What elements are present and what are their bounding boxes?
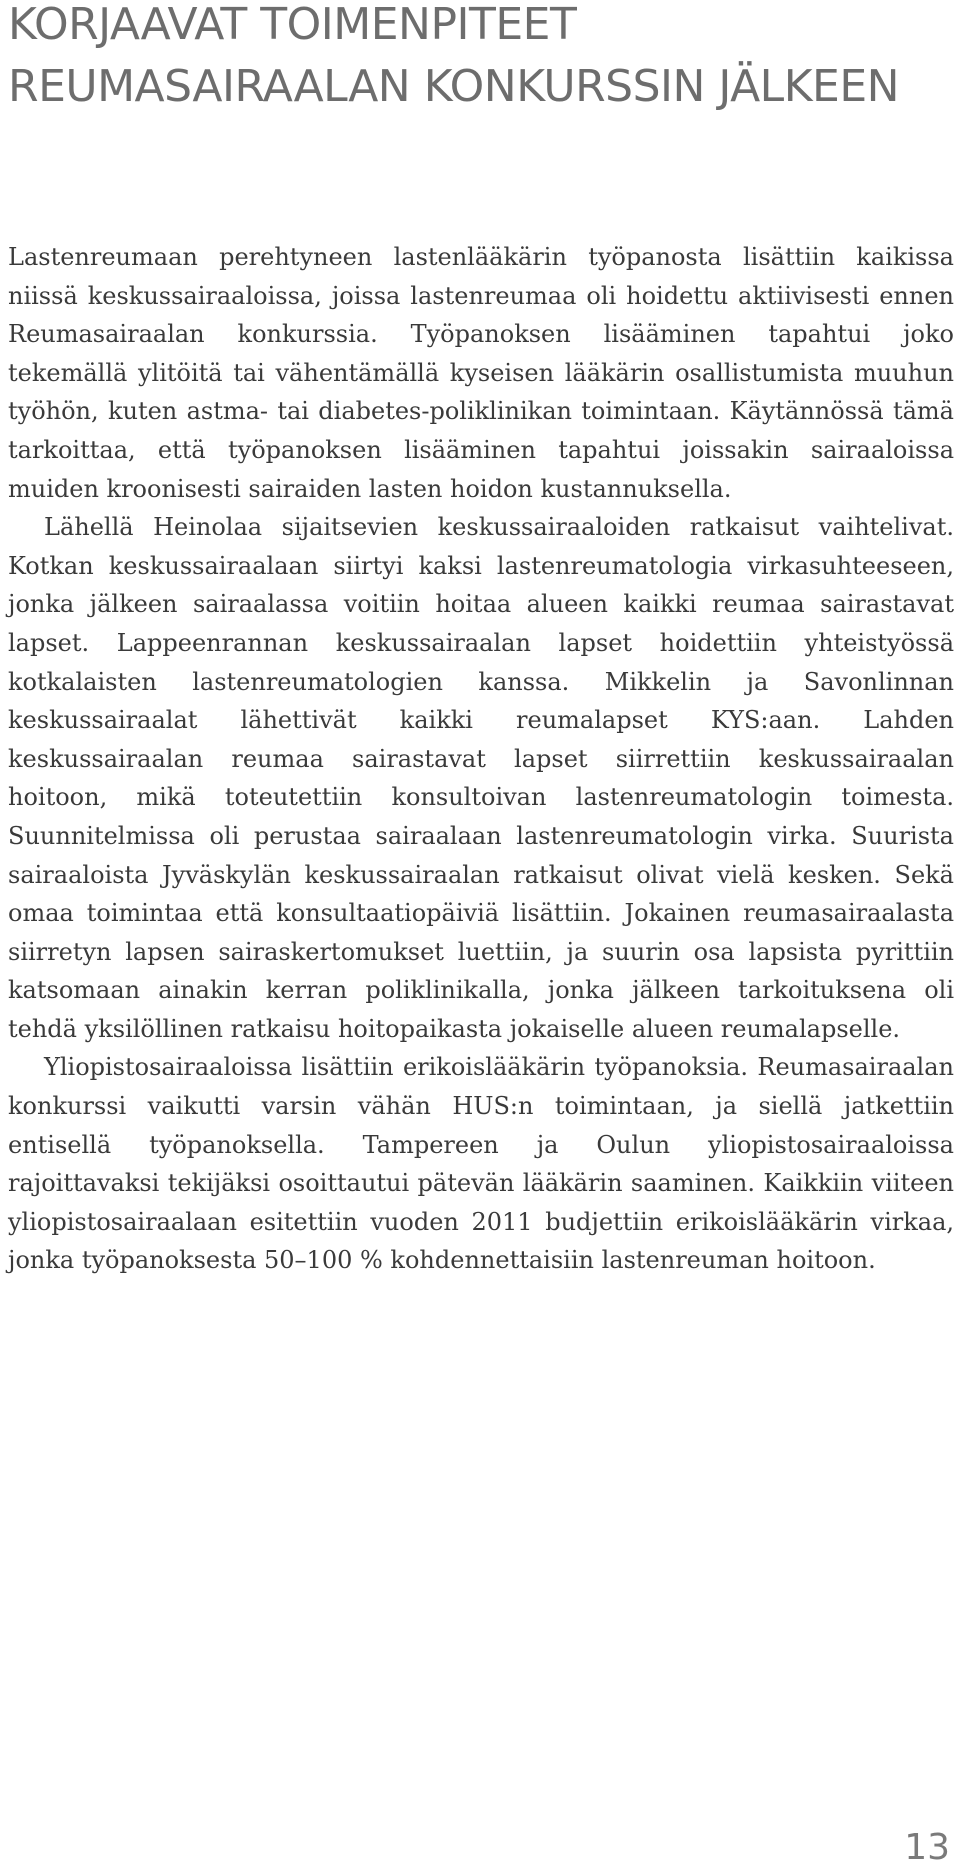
page-title [8, 0, 948, 118]
title-line-2: REUMASAIRAALAN KONKURSSIN JÄLKEEN [8, 61, 900, 112]
body-text [8, 238, 954, 1280]
paragraph-1: Lastenreumaan perehtyneen lastenlääkärin työpanosta lisättiin kaikissa niissä keskussairaaloissa, joissa lastenreumaa oli hoidettu aktiivisesti ennen Reumasairaalan konkurssia. Työpanoksen lisääminen tapahtui joko tekemällä ylitöitä tai vähentämällä kyseisen lääkärin osallistumista muuhun työhön, kuten astma- tai diabetes-poliklinikan toimintaan. Käytännössä tämä tarkoittaa, että työpanoksen lisääminen tapahtui joissakin sairaaloissa muiden kroonisesti sairaiden lasten hoidon kustannuksella. [8, 243, 954, 503]
title-line-1: KORJAAVAT TOIMENPITEET [8, 0, 577, 50]
page-number: 13 [904, 1827, 950, 1868]
paragraph-2: Lähellä Heinolaa sijaitsevien keskussairaaloiden ratkaisut vaihtelivat. Kotkan keskussairaalaan siirtyi kaksi lastenreumatologia virkasuhteeseen, jonka jälkeen sairaalassa voitiin hoitaa alueen kaikki reumaa sairastavat lapset. Lappeenrannan keskussairaalan lapset hoidettiin yhteistyössä kotkalaisten lastenreumatologien kanssa. Mikkelin ja Savonlinnan keskussairaalat lähettivät kaikki reumalapset KYS:aan. Lahden keskussairaalan reumaa sairastavat lapset siirrettiin keskussairaalan hoitoon, mikä toteutettiin konsultoivan lastenreumatologin toimesta. Suunnitelmissa oli perustaa sairaalaan lastenreumatologin virka. Suurista sairaaloista Jyväskylän keskussairaalan ratkaisut olivat vielä kesken. Sekä omaa toimintaa että konsultaatiopäiviä lisättiin. Jokainen reumasairaalasta siirretyn lapsen sairaskertomukset luettiin, ja suurin osa lapsista pyrittiin katsomaan ainakin kerran poliklinikalla, jonka jälkeen tarkoituksena oli tehdä yksilöllinen ratkaisu hoitopaikasta jokaiselle alueen reumalapselle. [8, 513, 954, 1043]
paragraph-3: Yliopistosairaaloissa lisättiin erikoislääkärin työpanoksia. Reumasairaalan konkurssi vaikutti varsin vähän HUS:n toimintaan, ja siellä jatkettiin entisellä työpanoksella. Tampereen ja Oulun yliopistosairaaloissa rajoittavaksi tekijäksi osoittautui pätevän lääkärin saaminen. Kaikkiin viiteen yliopistosairaalaan esitettiin vuoden 2011 budjettiin erikoislääkärin virkaa, jonka työpanoksesta 50–100 % kohdennettaisiin lastenreuman hoitoon. [8, 1053, 954, 1275]
